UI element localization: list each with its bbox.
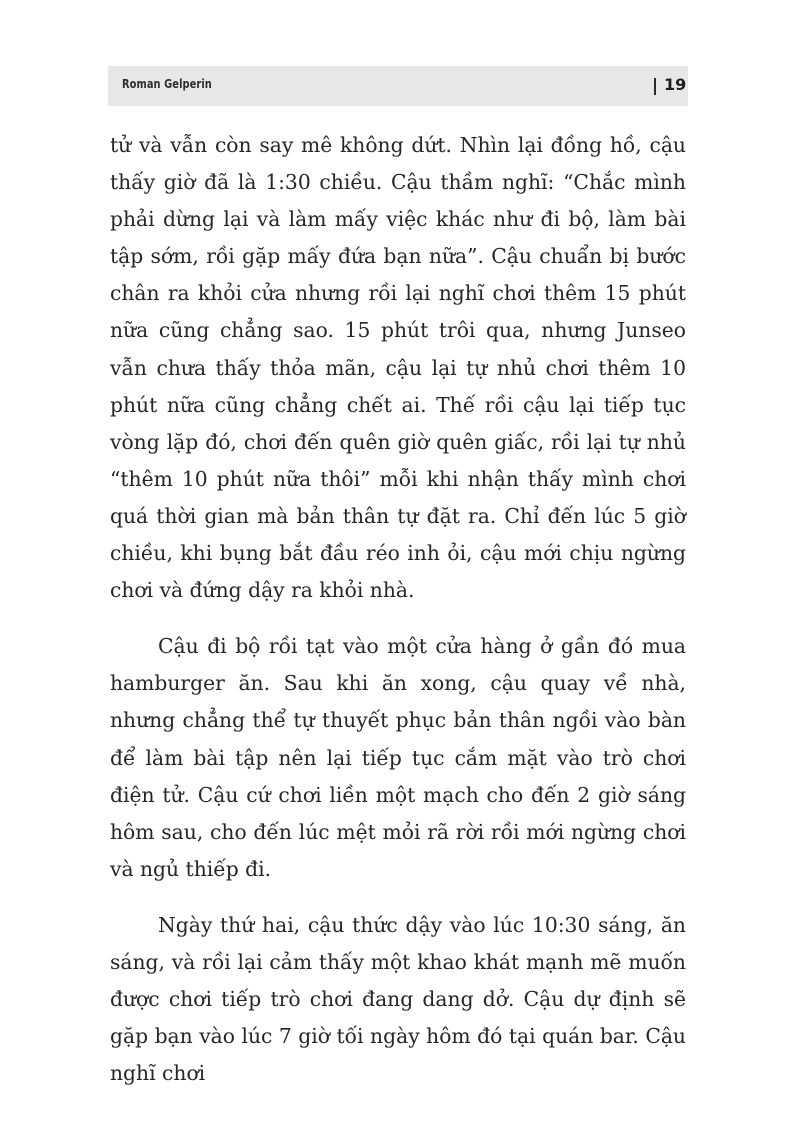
running-header-author: Roman Gelperin: [122, 77, 212, 91]
page-number-separator: [654, 78, 656, 95]
body-text: [110, 127, 686, 1111]
page-number: 19: [664, 75, 687, 94]
paragraph-2: Cậu đi bộ rồi tạt vào một cửa hàng ở gần đó mua hamburger ăn. Sau khi ăn xong, cậu quay về nhà, nhưng chẳng thể tự thuyết phục bản thân ngồi vào bàn để làm bài tập nên lại tiếp tục cắm mặt vào trò chơi điện tử. Cậu cứ chơi liền một mạch cho đến 2 giờ sáng hôm sau, cho đến lúc mệt mỏi rã rời rồi mới ngừng chơi và ngủ thiếp đi.: [110, 634, 686, 881]
running-header: [108, 66, 688, 106]
paragraph-1: tử và vẫn còn say mê không dứt. Nhìn lại đồng hồ, cậu thấy giờ đã là 1:30 chiều. Cậu thầm nghĩ: “Chắc mình phải dừng lại và làm mấy việc khác như đi bộ, làm bài tập sớm, rồi gặp mấy đứa bạn nữa”. Cậu chuẩn bị bước chân ra khỏi cửa nhưng rồi lại nghĩ chơi thêm 15 phút nữa cũng chẳng sao. 15 phút trôi qua, nhưng Junseo vẫn chưa thấy thỏa mãn, cậu lại tự nhủ chơi thêm 10 phút nữa cũng chẳng chết ai. Thế rồi cậu lại tiếp tục vòng lặp đó, chơi đến quên giờ quên giấc, rồi lại tự nhủ “thêm 10 phút nữa thôi” mỗi khi nhận thấy mình chơi quá thời gian mà bản thân tự đặt ra. Chỉ đến lúc 5 giờ chiều, khi bụng bắt đầu réo inh ỏi, cậu mới chịu ngừng chơi và đứng dậy ra khỏi nhà.: [110, 133, 686, 603]
paragraph-3: Ngày thứ hai, cậu thức dậy vào lúc 10:30 sáng, ăn sáng, và rồi lại cảm thấy một khao khát mạnh mẽ muốn được chơi tiếp trò chơi đang dang dở. Cậu dự định sẽ gặp bạn vào lúc 7 giờ tối ngày hôm đó tại quán bar. Cậu nghĩ chơi: [110, 912, 686, 1086]
